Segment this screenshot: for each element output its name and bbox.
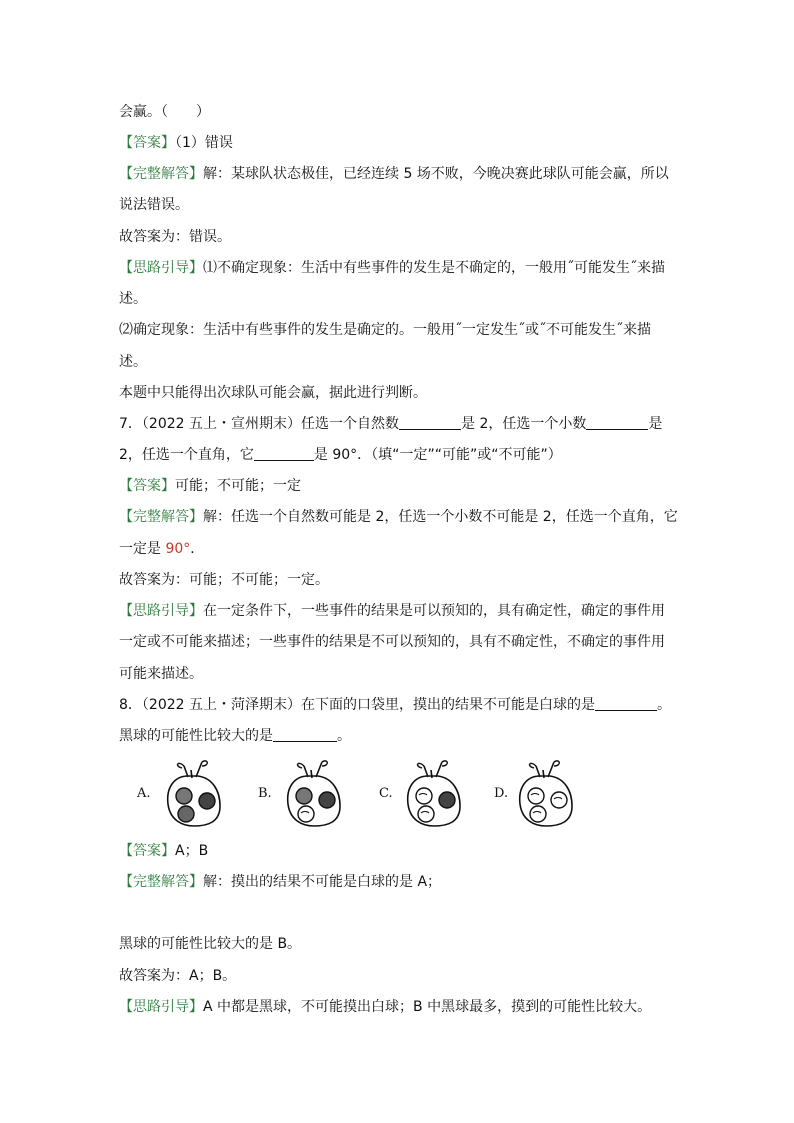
option-a-label: A.	[137, 786, 151, 801]
hint-line	[119, 997, 651, 1017]
bag-b-illustration	[280, 756, 346, 830]
solution-tag: 【完整解答】	[119, 874, 203, 890]
answer-text: 可能；不可能；一定	[175, 478, 301, 494]
answer-tag: 【答案】	[119, 478, 175, 494]
answer-text: （1）错误	[175, 135, 233, 151]
solution-line	[119, 164, 669, 184]
line-text: 会赢。（ ）	[119, 104, 210, 120]
solution-line	[119, 872, 441, 892]
line-text: 是	[648, 416, 663, 432]
solution-text: 解：任选一个自然数可能是 2，任选一个小数不可能是 2，任选一个直角，它	[203, 509, 678, 525]
line-text: 黑球的可能性比较大的是 B。	[119, 936, 302, 952]
hint-text: A 中都是黑球，不可能摸出白球；B 中黑球最多，摸到的可能性比较大。	[203, 999, 652, 1015]
line-text: 黑球的可能性比较大的是	[119, 728, 273, 744]
line-text: 故答案为：错误。	[119, 229, 231, 245]
text-line	[119, 570, 329, 590]
solution-line	[119, 507, 678, 527]
hint-text: 在一定条件下，一些事件的结果是可以预知的，具有确定性，确定的事件用	[203, 603, 665, 619]
bag-a-illustration	[160, 756, 226, 830]
answer-text: A；B	[175, 843, 209, 859]
line-text: 述。	[119, 291, 147, 307]
line-text: 。	[657, 697, 671, 713]
text-line	[119, 320, 651, 340]
answer-blank	[254, 446, 314, 461]
line-text: 。	[337, 728, 351, 744]
bag-d-illustration	[512, 756, 578, 830]
line-text: 故答案为：A；B。	[119, 968, 237, 984]
answer-blank	[586, 415, 648, 430]
text-line	[119, 289, 147, 309]
line-text: 是 2，任选一个小数	[461, 416, 587, 432]
line-text: 一定是	[119, 541, 166, 557]
answer-blank	[273, 727, 337, 742]
line-text: 述。	[119, 354, 147, 370]
hint-text: ⑴不确定现象：生活中有些事件的发生是不确定的，一般用˝可能发生˝来描	[203, 260, 665, 276]
text-line	[119, 664, 203, 684]
line-text: 说法错误。	[119, 197, 189, 213]
line-text: 一定或不可能来描述；一些事件的结果是不可以预知的，具有不确定性，不确定的事件用	[119, 634, 665, 650]
angle-value: 90°	[165, 541, 191, 557]
answer-tag: 【答案】	[119, 135, 175, 151]
text-line	[119, 539, 204, 559]
hint-tag: 【思路引导】	[119, 603, 203, 619]
text-line	[119, 966, 236, 986]
option-b-label: B.	[258, 786, 272, 801]
solution-tag: 【完整解答】	[119, 509, 203, 525]
answer-blank	[399, 415, 461, 430]
line-text: 2，任选一个直角，它	[119, 447, 254, 463]
answer-line	[119, 476, 301, 496]
line-text: 是 90°．（填“一定”“可能”或“不可能”）	[313, 447, 562, 463]
text-line	[119, 352, 147, 372]
answer-line	[119, 133, 233, 153]
option-d-label: D.	[494, 786, 509, 801]
text-line	[119, 383, 427, 403]
line-text: 本题中只能得出次球队可能会赢，据此进行判断。	[119, 385, 427, 401]
bag-c-illustration	[400, 756, 466, 830]
text-line	[119, 102, 210, 122]
option-c-label: C.	[379, 786, 393, 801]
text-line	[119, 934, 301, 954]
line-text: 8．（2022 五上・菏泽期末）在下面的口袋里，摸出的结果不可能是白球的是	[119, 697, 595, 713]
hint-tag: 【思路引导】	[119, 260, 203, 276]
answer-tag: 【答案】	[119, 843, 175, 859]
hint-tag: 【思路引导】	[119, 999, 203, 1015]
solution-tag: 【完整解答】	[119, 166, 203, 182]
solution-text: 解：某球队状态极佳，已经连续 5 场不败，今晚决赛此球队可能会赢，所以	[203, 166, 669, 182]
line-text: ⑵确定现象：生活中有些事件的发生是确定的。一般用˝一定发生˝或˝不可能发生˝来描	[119, 322, 651, 338]
hint-line	[119, 601, 665, 621]
line-text: ．	[190, 541, 205, 557]
line-text: 故答案为：可能；不可能；一定。	[119, 572, 329, 588]
answer-line	[119, 841, 208, 861]
question-8-line-2	[119, 726, 351, 746]
text-line	[119, 195, 189, 215]
text-line	[119, 227, 231, 247]
question-7-line-2	[119, 445, 562, 465]
text-line	[119, 632, 665, 652]
line-text: 可能来描述。	[119, 666, 203, 682]
question-7-line-1	[119, 414, 662, 434]
hint-line	[119, 258, 665, 278]
answer-blank	[595, 696, 657, 711]
line-text: 7．（2022 五上・宣州期末）任选一个自然数	[119, 416, 399, 432]
solution-text: 解：摸出的结果不可能是白球的是 A；	[203, 874, 442, 890]
question-8-line-1	[119, 695, 671, 715]
